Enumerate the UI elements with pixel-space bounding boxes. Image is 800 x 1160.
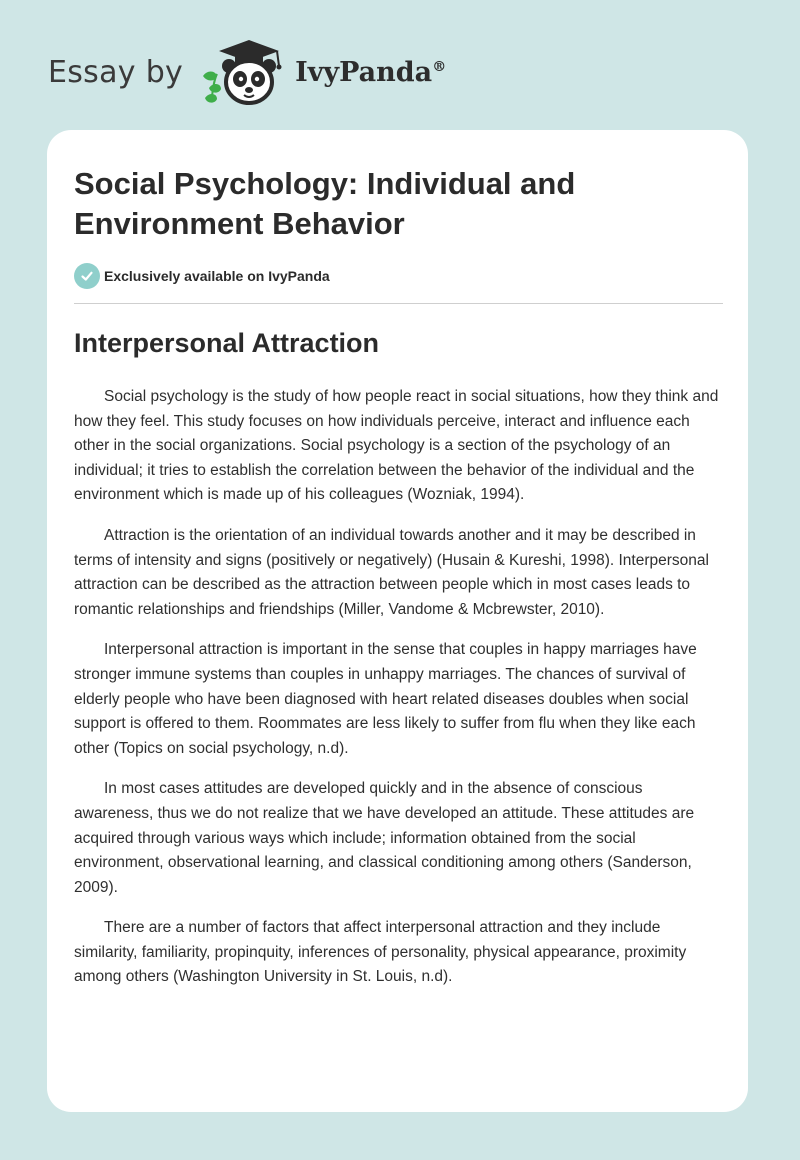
panda-logo-icon[interactable] <box>199 36 291 108</box>
paragraph: Social psychology is the study of how people react in social situations, how they think and how they feel. This study focuses on how individuals perceive, interact and influence each other in the social organizations. Social psychology is a section of the psychology of an individual; it tries to establish the correlation between the behavior of the individual and the environment which is made up of his colleagues (Wozniak, 1994). <box>74 388 719 504</box>
brand-name[interactable] <box>295 57 446 88</box>
site-header <box>48 36 446 108</box>
paragraph: Interpersonal attraction is important in the sense that couples in happy marriages have stronger immune systems than couples in unhappy marriages. The chances of survival of elderly people who have been diagnosed with heart related diseases doubles when social support is offered to them. Roommates are less likely to suffer from flu when they like each other (Topics on social psychology, n.d). <box>74 641 697 757</box>
brand-prefix: Essay by <box>48 54 184 90</box>
divider <box>74 303 723 304</box>
checkmark-icon <box>80 269 94 283</box>
paragraph: In most cases attitudes are developed quickly and in the absence of conscious awareness, thus we do not realize that we have developed an attitude. These attitudes are acquired through various ways which include; information obtained from the social environment, observational learning, and classical conditioning among others (Sanderson, 2009). <box>74 780 695 896</box>
exclusive-badge <box>74 263 330 289</box>
article-title: Social Psychology: Individual and Environment Behavior <box>74 166 576 241</box>
article-card <box>47 130 748 1112</box>
article-body <box>74 385 726 1006</box>
check-circle-icon <box>74 263 100 289</box>
badge-text: Exclusively available on IvyPanda <box>104 268 330 284</box>
brand-name-text: IvyPanda <box>295 56 433 88</box>
paragraph: Attraction is the orientation of an individual towards another and it may be described in terms of intensity and signs (positively or negatively) (Husain & Kureshi, 1998). Interpersonal attraction can be described as the attraction between people which in most cases leads to romantic relationships and friendships (Miller, Vandome & Mcbrewster, 2010). <box>74 526 709 618</box>
paragraph: There are a number of factors that affect interpersonal attraction and they include similarity, familiarity, propinquity, inferences of personality, physical appearance, proximity among others (Washington University in St. Louis, n.d). <box>74 919 687 986</box>
registered-mark: ® <box>432 58 447 75</box>
section-heading: Interpersonal Attraction <box>74 328 380 358</box>
